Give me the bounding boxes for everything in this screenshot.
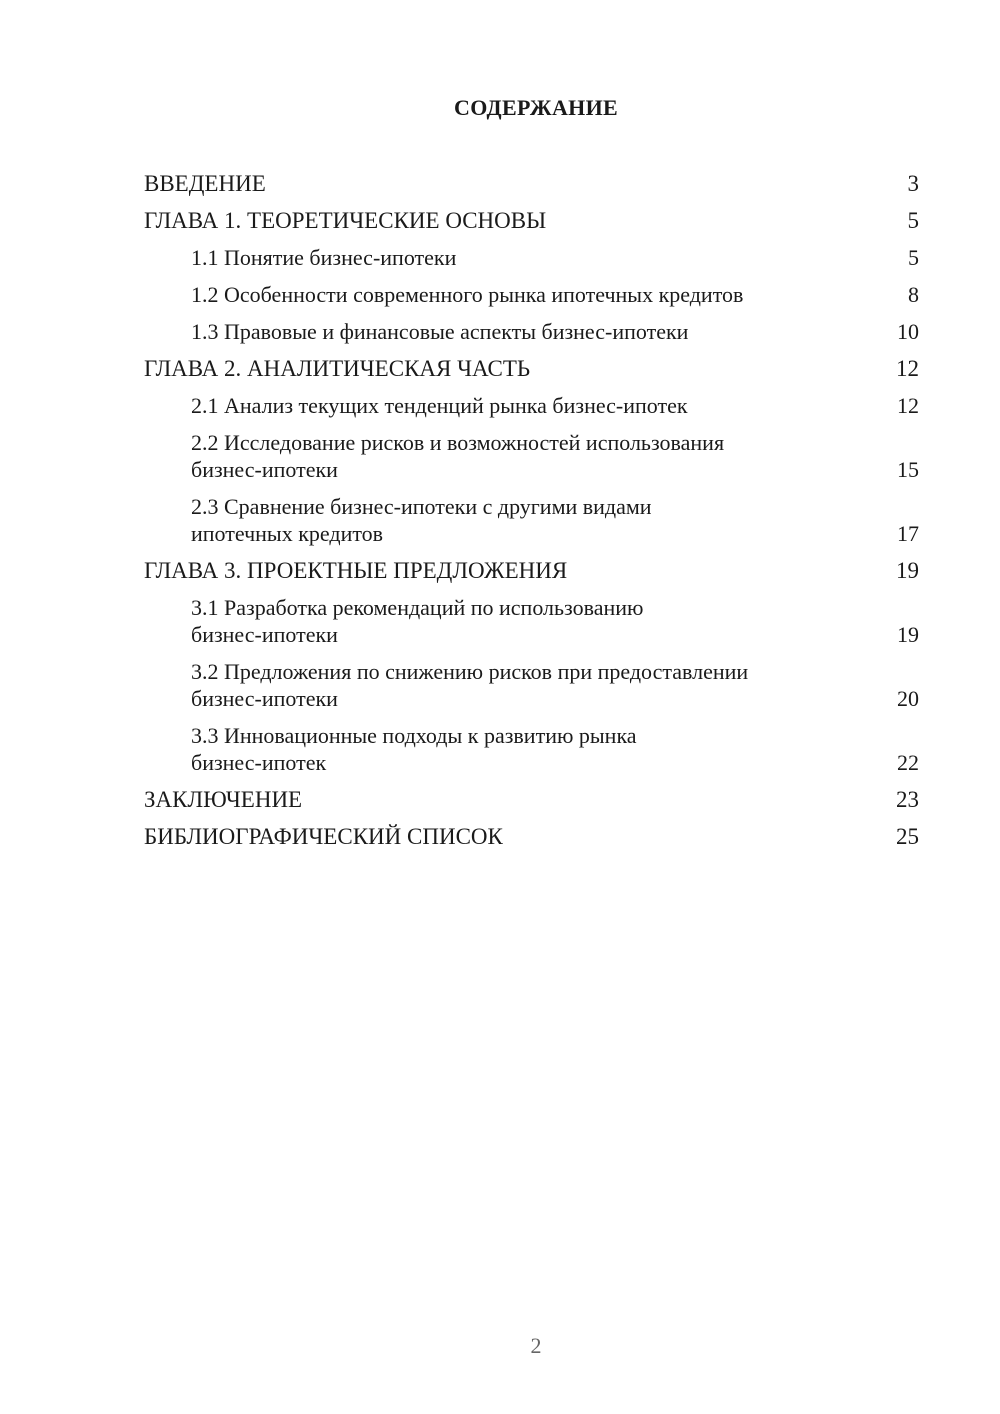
toc-entry-title bbox=[144, 557, 567, 584]
toc-entry-page: 3 bbox=[907, 171, 919, 196]
toc-entry-title bbox=[191, 658, 748, 712]
toc-entry-page: 19 bbox=[897, 622, 919, 647]
toc-entry-page: 17 bbox=[897, 521, 919, 546]
toc-entry-page: 23 bbox=[896, 787, 919, 812]
toc-entry-title bbox=[191, 722, 637, 776]
toc-entry-page: 5 bbox=[907, 208, 919, 233]
toc-entry-title bbox=[191, 429, 724, 483]
toc-entry-page: 22 bbox=[897, 750, 919, 775]
toc-entry-title-line: ипотечных кредитов bbox=[191, 521, 384, 546]
toc-entry bbox=[144, 355, 919, 382]
toc-entry-title-line: 3.1 Разработка рекомендаций по использованию bbox=[191, 595, 644, 620]
toc-entry-title bbox=[191, 281, 743, 308]
toc-entry bbox=[144, 658, 919, 712]
toc-entry-title-line: бизнес-ипотеки bbox=[191, 686, 338, 711]
toc-entry-page: 19 bbox=[896, 558, 919, 583]
toc-entry-title bbox=[191, 244, 456, 271]
toc-entry-title-line: 1.2 Особенности современного рынка ипотечных кредитов bbox=[191, 282, 744, 307]
toc-entry-page: 12 bbox=[896, 356, 919, 381]
toc-entry-title-line: 1.1 Понятие бизнес-ипотеки bbox=[191, 245, 457, 270]
toc-entry-title-line: ГЛАВА 2. АНАЛИТИЧЕСКАЯ ЧАСТЬ bbox=[144, 356, 531, 381]
toc-entry-title bbox=[191, 318, 688, 345]
toc-entry bbox=[144, 392, 919, 419]
toc-entry-page: 5 bbox=[908, 245, 919, 270]
toc-entry-title-line: ГЛАВА 1. ТЕОРЕТИЧЕСКИЕ ОСНОВЫ bbox=[144, 208, 547, 233]
toc-entry-title-line: ВВЕДЕНИЕ bbox=[144, 171, 266, 196]
toc-entry bbox=[144, 429, 919, 483]
toc-entry bbox=[144, 557, 919, 584]
toc-entry-title-line: ЗАКЛЮЧЕНИЕ bbox=[144, 787, 303, 812]
toc-entry-title-line: БИБЛИОГРАФИЧЕСКИЙ СПИСОК bbox=[144, 824, 503, 849]
toc-entry-title bbox=[144, 823, 503, 850]
toc-entry bbox=[144, 823, 919, 850]
toc-entry-title-line: 2.3 Сравнение бизнес-ипотеки с другими видами bbox=[191, 494, 652, 519]
toc-entry-page: 25 bbox=[896, 824, 919, 849]
toc-entry bbox=[144, 786, 919, 813]
toc-entry-title-line: бизнес-ипотеки bbox=[191, 622, 338, 647]
toc-entry-title bbox=[191, 493, 652, 547]
toc-entry bbox=[144, 207, 919, 234]
toc-entry-title bbox=[144, 786, 302, 813]
toc-entry-page: 10 bbox=[897, 319, 919, 344]
toc-entry-title bbox=[191, 392, 688, 419]
toc-entry-title bbox=[191, 594, 643, 648]
page-title: СОДЕРЖАНИЕ bbox=[454, 95, 618, 120]
toc-entry-title bbox=[144, 355, 530, 382]
toc-entry-page: 15 bbox=[897, 457, 919, 482]
toc-entry-title-line: 1.3 Правовые и финансовые аспекты бизнес-ипотеки bbox=[191, 319, 689, 344]
toc-entry-title-line: 3.3 Инновационные подходы к развитию рынка bbox=[191, 723, 637, 748]
toc-entry-title-line: 3.2 Предложения по снижению рисков при предоставлении bbox=[191, 659, 749, 684]
toc-entry-title-line: 2.1 Анализ текущих тенденций рынка бизнес-ипотек bbox=[191, 393, 688, 418]
toc-entry bbox=[144, 722, 919, 776]
toc-entry-page: 12 bbox=[897, 393, 919, 418]
toc-entry-title bbox=[144, 170, 266, 197]
toc-entry bbox=[144, 594, 919, 648]
page-number: 2 bbox=[530, 1333, 542, 1358]
toc-entry bbox=[144, 493, 919, 547]
table-of-contents bbox=[144, 170, 919, 860]
toc-entry-title-line: 2.2 Исследование рисков и возможностей использования bbox=[191, 430, 725, 455]
toc-entry-title bbox=[144, 207, 546, 234]
toc-entry-title-line: бизнес-ипотеки bbox=[191, 457, 338, 482]
toc-entry-page: 8 bbox=[908, 282, 919, 307]
toc-entry-title-line: бизнес-ипотек bbox=[191, 750, 327, 775]
toc-entry bbox=[144, 170, 919, 197]
toc-entry-page: 20 bbox=[897, 686, 919, 711]
toc-entry bbox=[144, 244, 919, 271]
toc-entry bbox=[144, 281, 919, 308]
toc-entry bbox=[144, 318, 919, 345]
toc-entry-title-line: ГЛАВА 3. ПРОЕКТНЫЕ ПРЕДЛОЖЕНИЯ bbox=[144, 558, 568, 583]
